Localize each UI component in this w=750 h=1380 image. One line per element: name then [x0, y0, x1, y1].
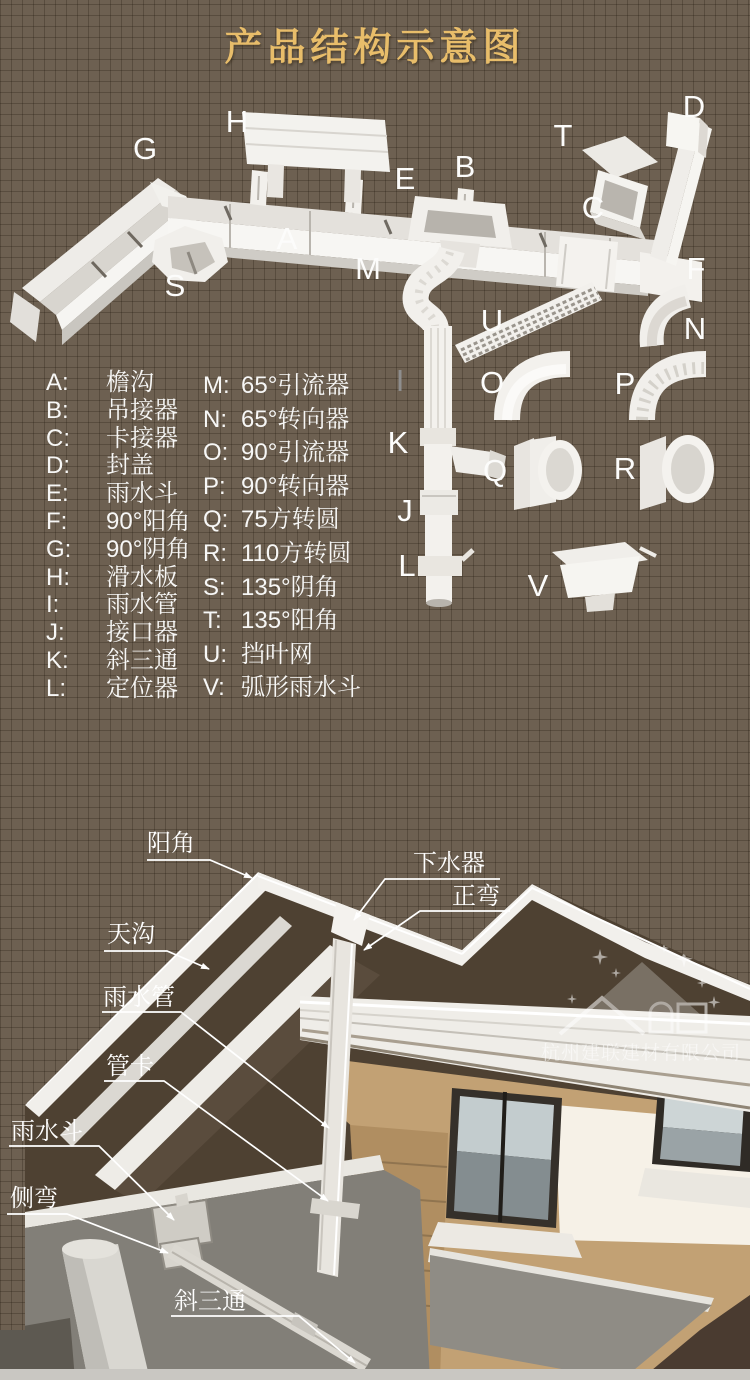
- leader-yangjiao: [147, 860, 252, 878]
- part-75-adapter: [514, 436, 582, 510]
- legend-row: F: 90°阳角: [46, 507, 191, 535]
- photo-label-yangjiao: 阳角: [147, 830, 195, 857]
- diagram-letter-b: B: [454, 149, 476, 184]
- legend-row: R: 110方转圆: [203, 539, 352, 567]
- diagram-letter-m: M: [355, 251, 381, 286]
- photo-label-cewan: 侧弯: [10, 1185, 58, 1212]
- part-curved-hopper: [552, 542, 656, 612]
- legend-row: A: 檐沟: [46, 369, 154, 396]
- photo-label-zhengwan: 正弯: [452, 883, 500, 910]
- part-leaf-guard: [455, 282, 602, 363]
- diagram-letter-c: C: [581, 190, 605, 225]
- legend-column-2: [203, 369, 361, 705]
- page-title: 产品结构示意图: [224, 27, 526, 69]
- legend-row: B: 吊接器: [46, 396, 178, 424]
- legend-row: V: 弧形雨水斗: [203, 674, 361, 702]
- photo-label-xiesantong: 斜三通: [174, 1288, 246, 1315]
- legend-row: P: 90°转向器: [203, 472, 350, 500]
- photo-label-tiangou: 天沟: [107, 921, 155, 948]
- diagram-letter-o: O: [479, 365, 505, 400]
- diagram-letter-j: J: [397, 493, 413, 528]
- legend-row: M: 65°引流器: [203, 372, 350, 399]
- diagram-letter-p: P: [614, 366, 636, 401]
- diagram-letter-s: S: [164, 268, 186, 303]
- part-clip-connector: [556, 236, 618, 292]
- diagram-letter-f: F: [686, 251, 706, 286]
- diagram-letter-a: A: [276, 221, 298, 256]
- legend-row: T: 135°阳角: [203, 607, 339, 635]
- legend-row: L: 定位器: [46, 674, 178, 702]
- diagram-letter-e: E: [394, 161, 416, 196]
- watermark-company-text: 杭州建联建材有限公司: [541, 1043, 742, 1064]
- diagram-letter-u: U: [480, 303, 504, 338]
- diagram-letter-g: G: [132, 131, 158, 166]
- legend-column-1: [46, 369, 190, 703]
- diagram-letter-v: V: [527, 568, 549, 603]
- legend-row: D: 封盖: [46, 452, 154, 480]
- diagram-letter-l: L: [398, 548, 416, 583]
- legend-row: G: 90°阴角: [46, 535, 191, 563]
- photo-label-guanka: 管卡: [106, 1053, 154, 1080]
- legend-row: C: 卡接器: [46, 424, 178, 452]
- diagram-letter-t: T: [553, 118, 573, 153]
- photo-label-yushuidou: 雨水斗: [11, 1118, 83, 1145]
- photo-bottom-strip: [0, 1369, 750, 1380]
- legend-row: K: 斜三通: [46, 646, 178, 674]
- photo-label-xiashuiqi: 下水器: [413, 850, 485, 877]
- legend-row: N: 65°转向器: [203, 405, 350, 433]
- legend-row: S: 135°阴角: [203, 573, 339, 601]
- diagram-letter-i: I: [395, 363, 405, 398]
- legend-row: J: 接口器: [46, 619, 178, 647]
- photo-label-yushuiguan: 雨水管: [103, 984, 175, 1011]
- part-65-elbow: [652, 296, 688, 346]
- diagram-letter-d: D: [682, 89, 706, 124]
- part-110-adapter: [640, 435, 714, 510]
- legend-row: E: 雨水斗: [46, 480, 178, 508]
- diagram-letter-h: H: [225, 104, 249, 139]
- part-90-elbow-smooth: [507, 364, 570, 420]
- legend-row: O: 90°引流器: [203, 439, 350, 467]
- legend-row: Q: 75方转圆: [203, 506, 340, 534]
- diagram-letter-k: K: [387, 425, 409, 460]
- legend-row: U: 挡叶网: [203, 640, 313, 668]
- part-90-elbow-ribbed: [642, 364, 706, 420]
- legend-row: H: 滑水板: [46, 563, 178, 591]
- diagram-letter-q: Q: [482, 453, 508, 488]
- diagram-letter-n: N: [683, 311, 707, 346]
- diagram-letter-r: R: [613, 451, 637, 486]
- legend-row: I: 雨水管: [46, 591, 178, 619]
